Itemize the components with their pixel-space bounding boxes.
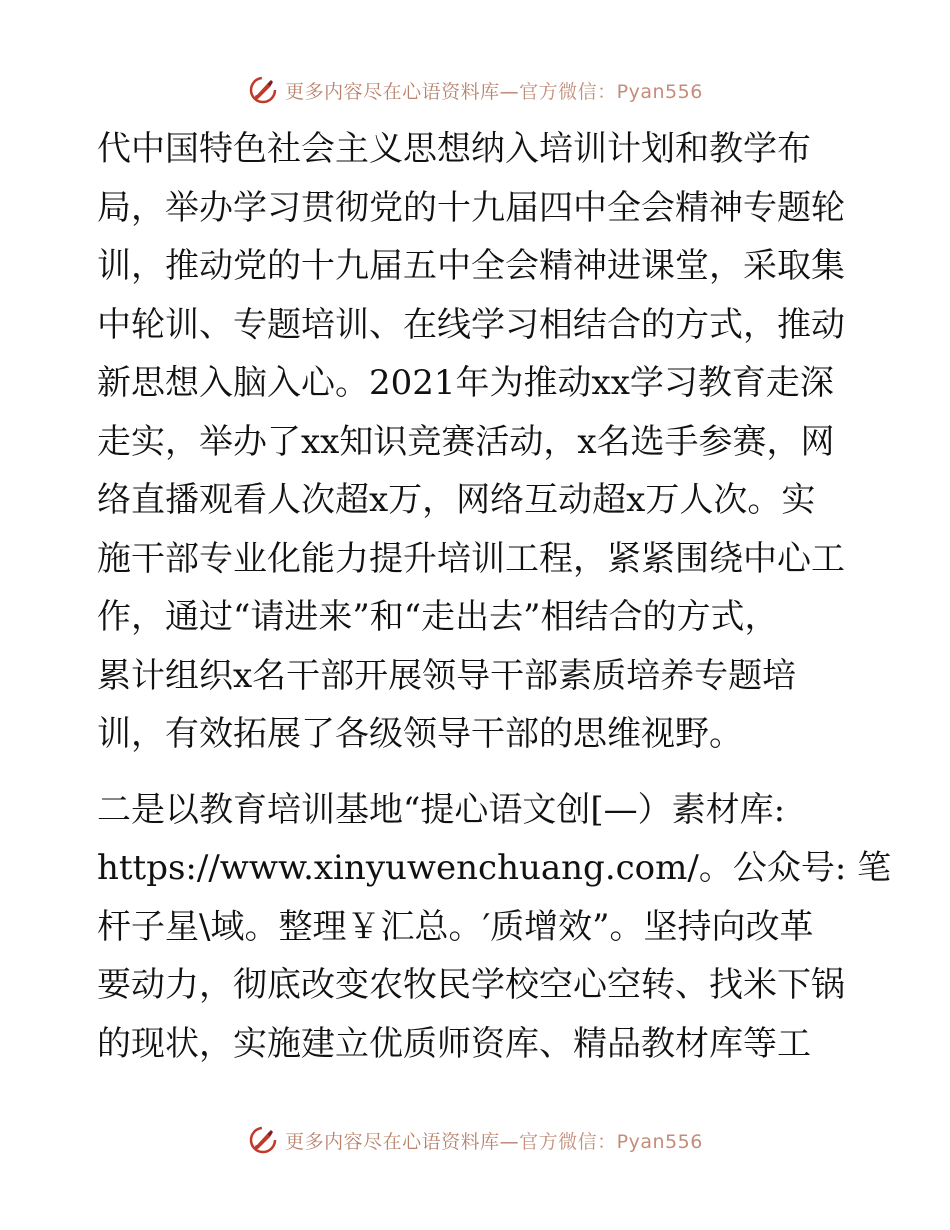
- text-line: 作，通过“请进来”和“走出去”相结合的方式，: [97, 597, 779, 637]
- paragraph-1: [97, 120, 897, 764]
- text-line: 训，推动党的十九届五中全会精神进课堂，采取集: [97, 246, 845, 286]
- text-line: 新思想入脑入心。2021年为推动xx学习教育走深: [97, 363, 834, 403]
- text-line: 局，举办学习贯彻党的十九届四中全会精神专题轮: [97, 187, 845, 228]
- text-line: 二是以教育培训基地“提心语文创[—）素材库:: [97, 789, 786, 830]
- header-watermark-text: 更多内容尽在心语资料库—官方微信：Pyan556: [285, 80, 703, 103]
- text-line: 代中国特色社会主义思想纳入培训计划和教学布: [97, 129, 811, 169]
- paragraph-2: [97, 781, 897, 1074]
- text-line: 累计组织x名干部开展领导干部素质培养专题培: [97, 655, 797, 696]
- document-body: [97, 120, 897, 1073]
- footer-wechat-id: 官方微信：Pyan556: [519, 1130, 703, 1153]
- footer-watermark-text: 更多内容尽在心语资料库—官方微信：Pyan556: [285, 1130, 703, 1153]
- footer-watermark-banner: [0, 1120, 950, 1160]
- text-line: 走实，举办了xx知识竞赛活动，x名选手参赛，网: [97, 421, 835, 462]
- text-line: 杆子星\域。整理￥汇总。′质增效”。坚持向改革: [97, 906, 814, 947]
- text-line: 的现状，实施建立优质师资库、精品教材库等工: [97, 1023, 811, 1064]
- text-line: 中轮训、专题培训、在线学习相结合的方式，推动: [97, 304, 845, 345]
- text-line: 施干部专业化能力提升培训工程，紧紧围绕中心工: [97, 538, 845, 579]
- brush-swirl-logo-icon: [247, 1124, 279, 1156]
- text-line: 要动力，彻底改变农牧民学校空心空转、找米下锅: [97, 965, 845, 1005]
- text-line: 络直播观看人次超x万，网络互动超x万人次。实: [97, 480, 816, 520]
- brush-swirl-logo-icon: [247, 74, 279, 106]
- header-watermark-banner: [0, 70, 950, 110]
- text-line: 训，有效拓展了各级领导干部的思维视野。: [97, 714, 743, 754]
- header-wechat-id: 官方微信：Pyan556: [519, 80, 703, 103]
- text-line: https://www.xinyuwenchuang.com/。公众号: 笔: [97, 848, 892, 888]
